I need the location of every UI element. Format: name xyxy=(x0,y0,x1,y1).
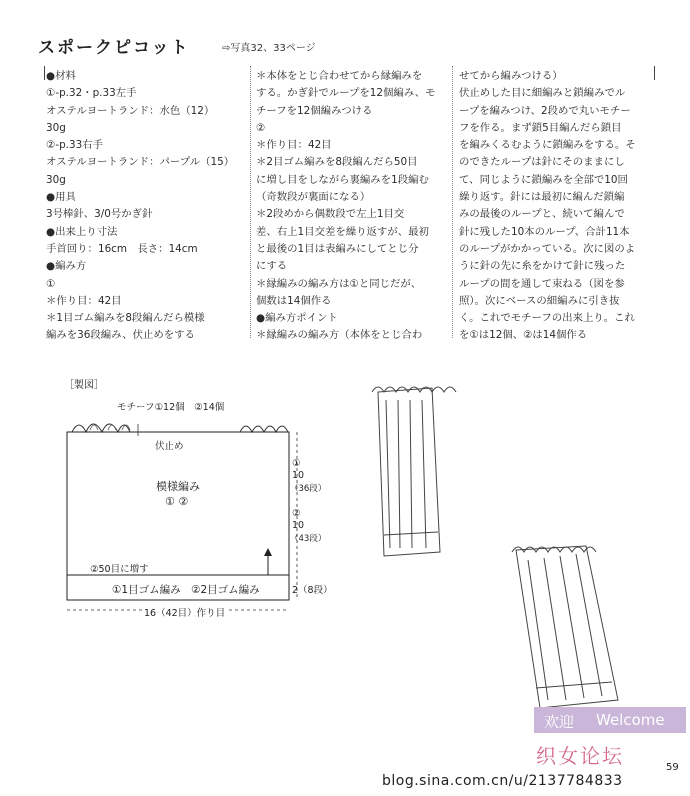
bindoff-label: 伏止め xyxy=(155,441,184,452)
instruction-line: ＊2目ゴム編みを8段編んだら50目 xyxy=(256,156,418,169)
instruction-line: せてから編みつける） xyxy=(459,70,563,82)
motif-loops-inner xyxy=(90,425,130,430)
instruction-line: ＊縁編みの編み方は①と同じだが、 xyxy=(256,277,422,290)
instruction-line: 針に残した10本のループ、合計11本 xyxy=(459,225,630,238)
instruction-line: て、同じように鎖編みを全部で10回 xyxy=(459,173,628,186)
instruction-line: する。かぎ針でループを12個編み、モ xyxy=(256,87,436,100)
mitt-illustration-1 xyxy=(372,387,456,556)
instruction-line: ＊作り目：42目 xyxy=(46,294,122,307)
page-number: 59 xyxy=(666,762,679,773)
instruction-line: ＊2段めから偶数段で左上1目交 xyxy=(256,208,405,221)
instruction-line: 照）。次にベースの細編みに引き抜 xyxy=(459,294,620,307)
diagram-label: ［製図］ xyxy=(64,380,104,391)
dimension-2-value: 10 xyxy=(292,520,305,531)
motif-loops-left xyxy=(72,424,130,432)
instruction-line: ＊本体をとじ合わせてから縁編みを xyxy=(256,70,423,82)
instruction-line: ●材料 xyxy=(46,70,76,82)
instruction-line: のループがかかっている。次に図のよ xyxy=(459,242,636,255)
rib-stitch-label: ①1目ゴム編み ②2目ゴム編み xyxy=(112,584,260,596)
instruction-line: ①-p.32・p.33左手 xyxy=(46,87,137,100)
instruction-line: にする xyxy=(256,260,288,273)
instruction-line: ●出来上り寸法 xyxy=(46,225,118,238)
photo-reference: ⇨写真32、33ページ xyxy=(222,43,316,54)
instruction-line: （奇数段が裏面になる） xyxy=(256,191,371,204)
instruction-line: 30g xyxy=(46,173,66,186)
instruction-line: 個数は14個作る xyxy=(256,294,332,307)
instruction-line: ●用具 xyxy=(46,191,76,204)
instruction-line: 差、右上1目交差を繰り返すが、最初 xyxy=(256,225,429,238)
instruction-line: 繰り返す。針には最初に編んだ鎖編 xyxy=(459,191,625,204)
instruction-line: を①は12個、②は14個作る xyxy=(459,329,588,342)
instruction-line: に増し目をしながら裏編みを1段編む xyxy=(256,173,429,186)
pattern-stitch-numbers: ① ② xyxy=(165,495,189,508)
dimension-2-rows: （43段） xyxy=(290,534,327,544)
instruction-line: うに針の先に糸をかけて針に残った xyxy=(459,260,626,273)
width-label: 16（42目）作り目 xyxy=(142,605,227,619)
instruction-line: フを作る。まず鎖5目編んだら鎖目 xyxy=(459,121,622,134)
welcome-cn-text: 欢迎 xyxy=(544,713,575,731)
increase-label: ②50目に増す xyxy=(90,564,149,575)
instruction-line: オステルヨートランド：パープル（15） xyxy=(46,156,235,169)
instruction-line: ●編み方ポイント xyxy=(256,312,338,325)
instruction-line: ●編み方 xyxy=(46,260,87,273)
page-title: スポークピコット xyxy=(38,38,190,58)
instruction-line: みの最後のループと、続いて編んで xyxy=(459,208,625,221)
instruction-line: のできたループは針にそのままにし xyxy=(459,156,625,169)
instruction-line: と最後の1目は表編みにしてとじ分 xyxy=(256,242,419,255)
instruction-line: チーフを12個編みつける xyxy=(256,104,373,117)
instruction-line: く。これでモチーフの出来上り。これ xyxy=(459,312,635,325)
motif-count-label: モチーフ①12個 ②14個 xyxy=(117,402,225,413)
instruction-line: ループの間を通して束ねる（図を参 xyxy=(459,277,625,290)
instruction-line: ② xyxy=(256,121,266,134)
dimension-1-rows: （36段） xyxy=(290,484,327,494)
welcome-watermark xyxy=(534,707,686,733)
instruction-line: オステルヨートランド：水色（12） xyxy=(46,104,215,117)
instruction-line: 手首回り：16cm 長さ：14cm xyxy=(46,242,198,255)
instruction-line: ＊1目ゴム編みを8段編んだら模様 xyxy=(46,312,205,325)
instruction-line: 伏止めした目に細編みと鎖編みでル xyxy=(459,87,626,100)
instruction-line: ① xyxy=(46,277,56,290)
dimension-2-marker: ② xyxy=(292,508,301,519)
blog-url-watermark: blog.sina.com.cn/u/2137784833 xyxy=(382,773,623,789)
instruction-line: 3号棒針、3/0号かぎ針 xyxy=(46,208,153,221)
arrow-head xyxy=(264,548,272,556)
instruction-line: 30g xyxy=(46,121,66,134)
forum-watermark: 织女论坛 xyxy=(536,744,624,768)
dimension-1-marker: ① xyxy=(292,458,301,469)
welcome-en-text: Welcome xyxy=(596,711,665,729)
instruction-line: 編みを36段編み、伏止めをする xyxy=(46,329,195,342)
instruction-line: ＊作り目：42目 xyxy=(256,139,332,152)
instruction-line: ＊縁編みの編み方（本体をとじ合わ xyxy=(256,329,423,342)
dimension-1-value: 10 xyxy=(292,470,305,481)
rib-rows-label: 2（8段） xyxy=(292,585,333,596)
instruction-line: ープを編みつけ、2段めで丸いモチー xyxy=(459,104,631,117)
motif-loops-right xyxy=(240,426,288,432)
pattern-stitch-label: 模様編み xyxy=(156,480,200,493)
instruction-line: を編みくるむように鎖編みをする。そ xyxy=(459,139,636,152)
mitt-illustration-2 xyxy=(512,546,618,708)
instruction-line: ②-p.33右手 xyxy=(46,139,103,152)
